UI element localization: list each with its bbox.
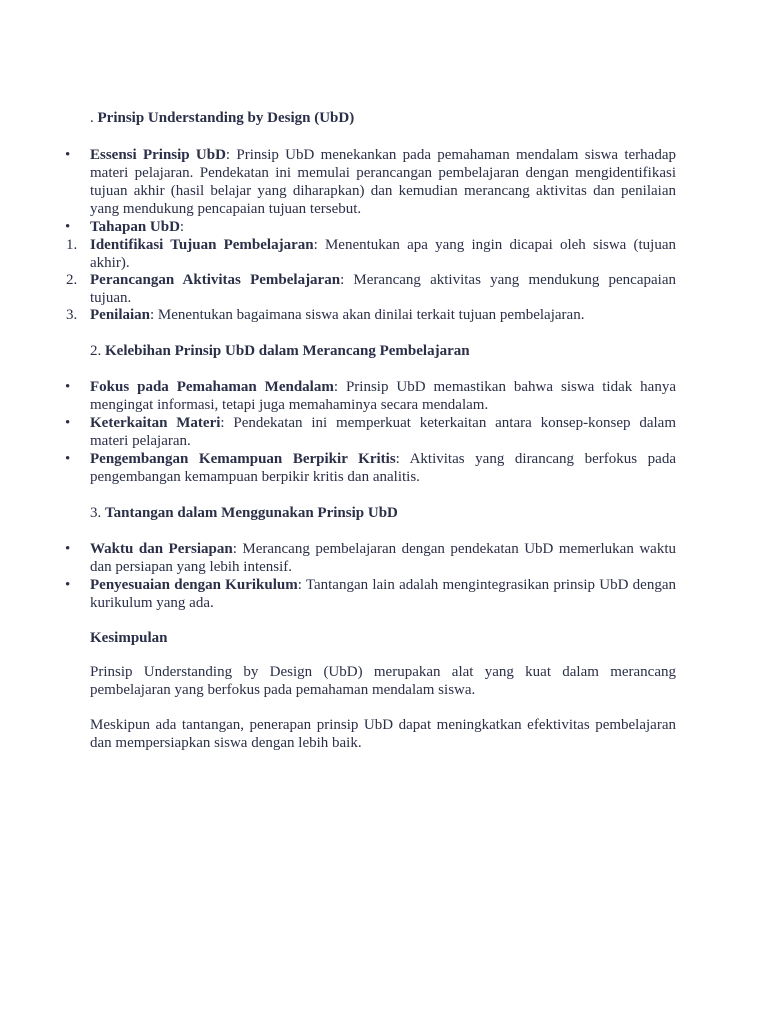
- list-item-pengembangan: [90, 450, 676, 486]
- section-1-heading: [90, 109, 676, 127]
- list-bullet: •: [65, 379, 71, 395]
- list-item-term: Identifikasi Tujuan Pembelajaran: [90, 237, 314, 253]
- conclusion-paragraph: Prinsip Understanding by Design (UbD) merupakan alat yang kuat dalam merancang pembelajaran yang berfokus pada pemahaman mendalam siswa.: [90, 664, 676, 698]
- list-item-text: : Merancang pembelajaran dengan pendekatan UbD memerlukan waktu dan persiapan yang lebih intensif.: [90, 541, 676, 575]
- list-item-keterkaitan: [90, 414, 676, 450]
- list-item-penilaian: [90, 306, 676, 324]
- list-item-term: Essensi Prinsip UbD: [90, 147, 226, 163]
- conclusion-heading: [90, 629, 676, 647]
- list-item-text: : Menentukan apa yang ingin dicapai oleh siswa (tujuan akhir).: [90, 237, 676, 271]
- list-item-fokus: [90, 378, 676, 414]
- list-item-term: Keterkaitan Materi: [90, 415, 221, 431]
- list-item-term: Waktu dan Persiapan: [90, 541, 233, 557]
- list-number: 3.: [66, 307, 78, 323]
- list-item-text: : Prinsip UbD memastikan bahwa siswa tidak hanya mengingat informasi, tetapi juga memahaminya secara mendalam.: [90, 379, 676, 413]
- list-item-tahapan: [90, 218, 676, 236]
- list-bullet: •: [65, 577, 71, 593]
- list-item-text: :: [179, 219, 185, 235]
- list-item-term: Tahapan UbD: [90, 219, 180, 235]
- section-2-title: Kelebihan Prinsip UbD dalam Merancang Pembelajaran: [105, 343, 470, 359]
- section-3-number: 3.: [90, 505, 105, 521]
- list-bullet: •: [65, 147, 71, 163]
- list-bullet: •: [65, 415, 71, 431]
- section-1-title: Prinsip Understanding by Design (UbD): [97, 110, 355, 126]
- conclusion-paragraph: Meskipun ada tantangan, penerapan prinsip UbD dapat meningkatkan efektivitas pembelajaran dan mempersiapkan siswa dengan lebih baik.: [90, 717, 676, 751]
- list-item-perancangan: [90, 271, 676, 307]
- list-item-waktu: [90, 540, 676, 576]
- list-item-term: Fokus pada Pemahaman Mendalam: [90, 379, 334, 395]
- list-item-term: Pengembangan Kemampuan Berpikir Kritis: [90, 451, 396, 467]
- list-item-text: : Aktivitas yang dirancang berfokus pada pengembangan kemampuan berpikir kritis dan analitis.: [90, 451, 676, 485]
- section-2-heading: [90, 342, 676, 360]
- list-item-text: : Menentukan bagaimana siswa akan dinilai terkait tujuan pembelajaran.: [150, 307, 585, 323]
- list-item-text: : Pendekatan ini memperkuat keterkaitan antara konsep-konsep dalam materi pelajaran.: [90, 415, 676, 449]
- list-bullet: •: [65, 219, 71, 235]
- list-item-text: : Merancang aktivitas yang mendukung pencapaian tujuan.: [90, 272, 676, 306]
- list-bullet: •: [65, 451, 71, 467]
- list-item-text: : Prinsip UbD menekankan pada pemahaman mendalam siswa terhadap materi pelajaran. Pendekatan ini memulai perancangan pembelajaran dengan mengidentifikasi tujuan akhir (hasil belajar yang diharapkan) dan kemudian merancang aktivitas dan penilaian yang mendukung pencapaian tujuan tersebut.: [90, 147, 676, 217]
- conclusion-title: Kesimpulan: [90, 630, 168, 646]
- section-1-number: .: [90, 110, 98, 126]
- list-number: 1.: [66, 237, 78, 253]
- list-item-term: Perancangan Aktivitas Pembelajaran: [90, 272, 341, 288]
- list-bullet: •: [65, 541, 71, 557]
- section-2-number: 2.: [90, 343, 105, 359]
- section-3-heading: [90, 504, 676, 522]
- list-item-text: : Tantangan lain adalah mengintegrasikan prinsip UbD dengan kurikulum yang ada.: [90, 577, 676, 611]
- section-3-title: Tantangan dalam Menggunakan Prinsip UbD: [105, 505, 398, 521]
- list-item-identifikasi: [90, 236, 676, 272]
- list-item-term: Penyesuaian dengan Kurikulum: [90, 577, 298, 593]
- list-item-term: Penilaian: [90, 307, 151, 323]
- list-item-essensi: [90, 146, 676, 218]
- list-number: 2.: [66, 272, 78, 288]
- list-item-penyesuaian: [90, 576, 676, 612]
